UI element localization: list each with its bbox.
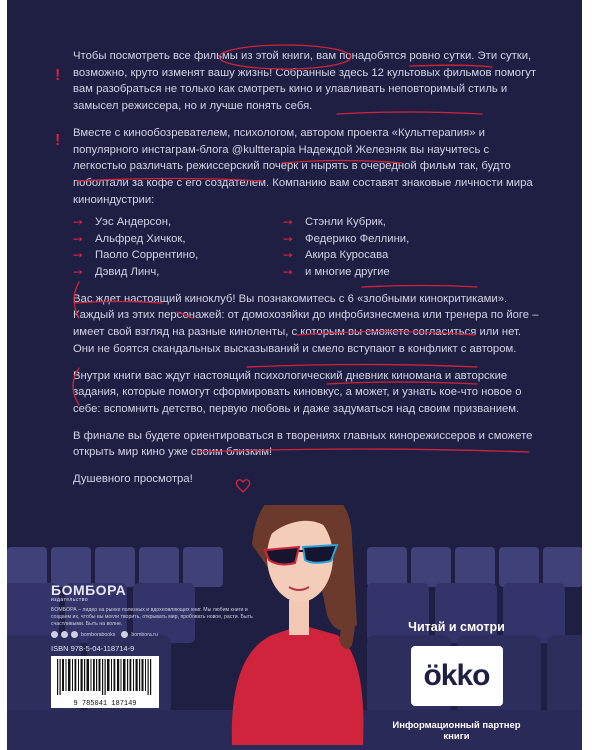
facebook-icon (51, 631, 58, 638)
arrow-icon: ➙ (283, 248, 294, 263)
exclamation-icon: ! (55, 67, 61, 84)
instagram-icon (71, 631, 78, 638)
partner-block (384, 620, 529, 742)
social-handle: bomborabooks (81, 631, 116, 638)
vk-icon (61, 631, 68, 638)
arrow-icon: ➙ (73, 231, 84, 246)
paragraph-finale: В финале вы будете ориентироваться в творениях главных кинорежиссеров и сможете открыть мир кино уже своим близким! (73, 429, 533, 459)
underline-annotation (297, 332, 475, 336)
list-item: ➙ Паоло Соррентино, (73, 248, 199, 263)
arrow-icon: ➙ (73, 248, 84, 263)
partner-tagline: Читай и смотри (408, 620, 505, 634)
web-icon (121, 631, 128, 638)
arrow-icon: ➙ (283, 265, 294, 280)
barcode-bars (55, 659, 155, 695)
barcode (51, 656, 159, 708)
underline-annotation (197, 449, 529, 452)
underline-annotation (75, 302, 162, 304)
okko-logo: ökko (411, 646, 503, 706)
underline-annotation (337, 112, 482, 114)
paragraph-diary: Внутри книги вас ждут настоящий психологический дневник киномана и авторские задания, которые помогут сформировать киновкус, а может, и узнать кое-что новое о себе: вспомнить детство, первую любовь и даже задуматься над своим призванием. (73, 369, 522, 415)
exclamation-icon: ! (55, 132, 61, 149)
bracket-annotation (73, 368, 79, 405)
arrow-icon: ➙ (73, 215, 84, 230)
arrow-icon: ➙ (73, 265, 84, 280)
list-item: ➙ Стэнли Кубрик, (283, 215, 386, 230)
underline-annotation (410, 65, 492, 67)
isbn-label: ISBN 978-5-04-118714-9 (51, 644, 135, 653)
paragraph-author: Вместе с кинообозревателем, психологом, автором проекта «Культтерапия» и популярного инстаграм-блога @kultterapia Надеждой Железняк вы научитесь с легкостью различать режиссерский почерк и нырять в очередной фильм так, будто поболтали за кофе с его создателем. Компанию вам составят знаковые личности мира киноиндустрии: (73, 126, 533, 206)
paragraph-intro: Чтобы посмотреть все фильмы из этой книги, вам понадобятся ровно сутки. Эти сутки, возможно, круто изменят вашу жизнь! Собранные здесь 12 культовых фильмов помогут вам разобраться не только как смотреть кино и улавливать неповторимый стиль и замысел режиссера, но и лучше понять себя. (73, 50, 537, 113)
publisher-subtitle: издательство (51, 597, 89, 603)
list-item: ➙ Дэвид Линч, (73, 265, 160, 280)
arrow-annotation (177, 312, 193, 318)
red-annotations (7, 0, 582, 505)
publisher-block (51, 583, 266, 708)
website: bombora.ru (131, 631, 158, 638)
underline-annotation (77, 179, 262, 182)
book-back-cover (7, 0, 582, 750)
underline-annotation (362, 286, 477, 288)
list-item: ➙ Альфред Хичкок, (73, 231, 186, 246)
arrow-icon: ➙ (283, 215, 294, 230)
paragraph-signoff: Душевного просмотра! (73, 473, 193, 486)
list-item: ➙ Федерико Феллини, (283, 231, 410, 246)
paragraph-cinema-club: Вас ждет настоящий киноклуб! Вы познакомитесь с 6 «злобными кинокритиками». Каждый из этих персонажей: от домохозяйки до инфобизнесмена или тренера по йоге – имеет свой взгляд на разные киноленты, с которым вы сможете согласиться или нет. Они не боятся скандальных высказываний и смело вступают в конфликт с автором. (73, 292, 539, 355)
list-item: ➙ Уэс Андерсон, (73, 215, 172, 230)
publisher-description: БОМБОРА – лидер на рынке полезных и вдохновляющих книг. Мы любим книги и создаем их, чтобы вы могли творить, открывать мир, пробовать новое, расти. Быть счастливыми. Быть на волне. (51, 607, 253, 627)
partner-caption: Информационный партнер книги (392, 720, 521, 742)
arrow-icon: ➙ (283, 231, 294, 246)
list-item: ➙ и многие другие (283, 265, 390, 280)
underline-annotation (282, 161, 402, 164)
underline-annotation (247, 365, 477, 368)
list-item: ➙ Акира Куросава (283, 248, 389, 263)
publisher-socials (51, 631, 266, 638)
circle-annotation (219, 45, 351, 69)
publisher-logo: БОМБОРА (51, 582, 127, 598)
underline-annotation (327, 382, 477, 384)
heart-icon (236, 480, 249, 492)
bracket-annotation (74, 282, 79, 318)
barcode-number: 9 785041 187149 (73, 700, 137, 708)
